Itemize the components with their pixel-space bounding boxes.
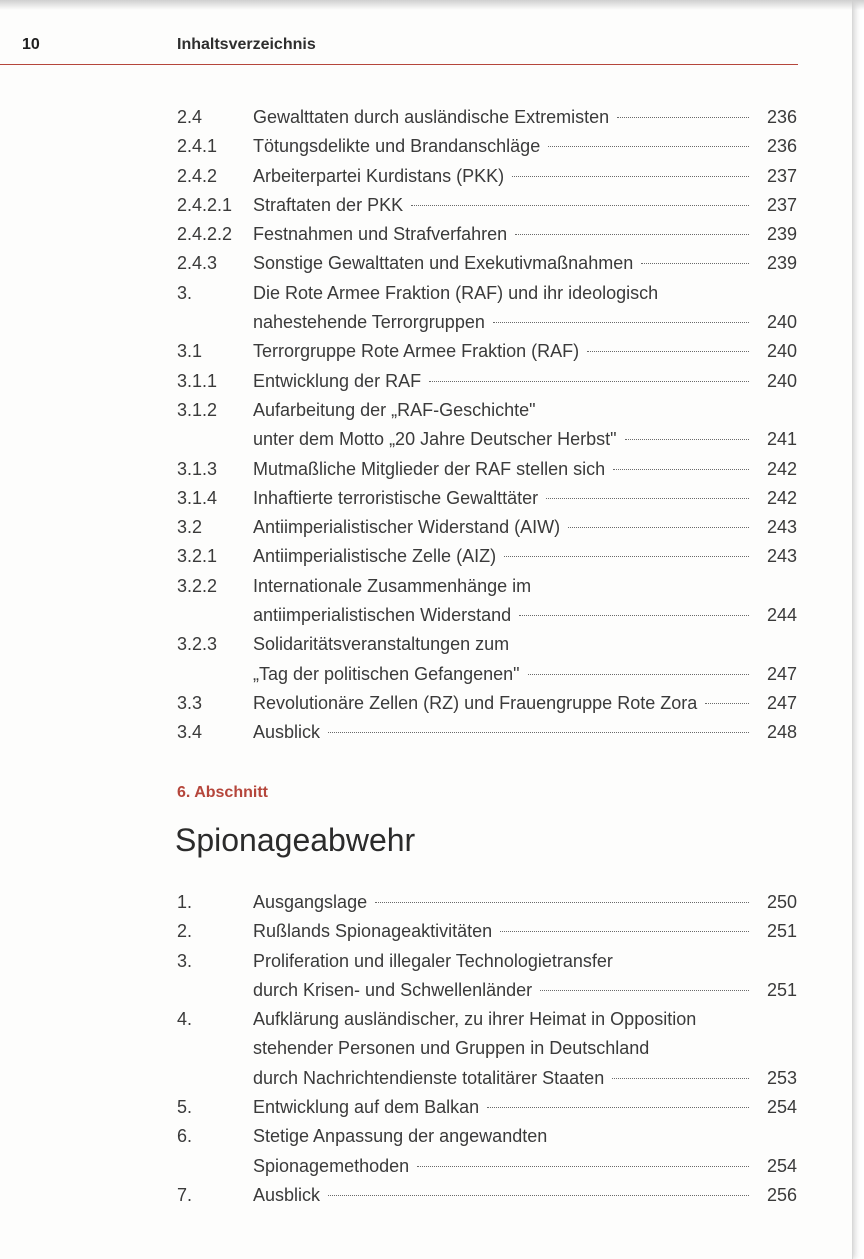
- toc-entry-page: 240: [766, 341, 797, 362]
- toc-entry: [177, 1122, 797, 1181]
- toc-entry-title-line: Ausblick: [253, 722, 321, 743]
- page-number: 10: [22, 36, 40, 53]
- dot-leader: [515, 234, 749, 235]
- toc-entry-body: [253, 191, 797, 220]
- toc-entry-page: 241: [766, 429, 797, 450]
- dot-leader: [612, 1078, 749, 1079]
- toc-entry-number: 3.1.3: [177, 458, 218, 479]
- toc-entry-last-line: [253, 308, 797, 337]
- toc-entry-page: 254: [766, 1155, 797, 1176]
- toc-entry: [177, 484, 797, 513]
- toc-entry-body: [253, 1122, 797, 1181]
- dot-leader: [504, 556, 749, 557]
- toc-entry-title-line: stehender Personen und Gruppen in Deutschland: [253, 1038, 650, 1059]
- toc-entry-number: 3.4: [177, 722, 203, 743]
- toc-entry-last-line: [253, 220, 797, 249]
- toc-entry-title-line: nahestehende Terrorgruppen: [253, 312, 485, 333]
- toc-entry-body: [253, 947, 797, 1006]
- dot-leader: [625, 439, 749, 440]
- toc-entry-title-line: Terrorgruppe Rote Armee Fraktion (RAF): [253, 341, 580, 362]
- toc-entry: [177, 1005, 797, 1093]
- toc-entry-last-line: [253, 976, 797, 1005]
- toc-entry-last-line: [253, 484, 797, 513]
- dot-leader: [328, 1195, 749, 1196]
- dot-leader: [587, 351, 749, 352]
- toc-entry-last-line: [253, 601, 797, 630]
- dot-leader: [617, 117, 749, 118]
- toc-entry: [177, 103, 797, 132]
- toc-entry-body: [253, 103, 797, 132]
- toc-entry: [177, 718, 797, 747]
- toc-entry: [177, 888, 797, 917]
- toc-entry-title-line: Proliferation und illegaler Technologietransfer: [253, 950, 613, 971]
- toc-entry-page: 239: [766, 253, 797, 274]
- toc-entry-number: 7.: [177, 1184, 193, 1205]
- toc-entry-number: 3.: [177, 282, 193, 303]
- toc-entry-last-line: [253, 132, 797, 161]
- toc-entry-body: [253, 1005, 797, 1093]
- toc-list-part2: [177, 888, 797, 1210]
- dot-leader: [493, 322, 749, 323]
- toc-entry-title-line: Stetige Anpassung der angewandten: [253, 1126, 548, 1147]
- toc-entry-title-line: Spionagemethoden: [253, 1155, 410, 1176]
- toc-entry-page: 239: [766, 224, 797, 245]
- toc-entry-last-line: [253, 425, 797, 454]
- toc-entry-body: [253, 337, 797, 366]
- toc-entry-page: 253: [766, 1067, 797, 1088]
- toc-entry-last-line: [253, 162, 797, 191]
- toc-entry-title-line: Festnahmen und Strafverfahren: [253, 224, 508, 245]
- toc-entry-number: 3.2.1: [177, 546, 218, 567]
- toc-entry: [177, 947, 797, 1006]
- toc-entry-title-line: Antiimperialistische Zelle (AIZ): [253, 546, 497, 567]
- toc-entry-last-line: [253, 888, 797, 917]
- toc-entry-page: 247: [766, 663, 797, 684]
- toc-entry-last-line: [253, 513, 797, 542]
- toc-entry-number: 3.3: [177, 692, 203, 713]
- toc-entry-body: [253, 689, 797, 718]
- dot-leader: [613, 469, 749, 470]
- dot-leader: [519, 615, 749, 616]
- toc-entry-title-line: Internationale Zusammenhänge im: [253, 575, 532, 596]
- toc-entry-number: 3.2.3: [177, 634, 218, 655]
- toc-entry-number: 3.2.2: [177, 575, 218, 596]
- toc-entry-title-line: Sonstige Gewalttaten und Exekutivmaßnahmen: [253, 253, 634, 274]
- toc-entry-last-line: [253, 191, 797, 220]
- toc-entry-number: 4.: [177, 1009, 193, 1030]
- toc-entry-body: [253, 572, 797, 631]
- section-title: Spionageabwehr: [175, 822, 416, 858]
- toc-entry-page: 236: [766, 107, 797, 127]
- toc-entry: [177, 367, 797, 396]
- toc-entry: [177, 917, 797, 946]
- toc-entry-page: 237: [766, 165, 797, 186]
- toc-entry: [177, 396, 797, 455]
- toc-entry-page: 240: [766, 312, 797, 333]
- toc-entry: [177, 220, 797, 249]
- toc-entry-last-line: [253, 660, 797, 689]
- toc-entry: [177, 455, 797, 484]
- toc-entry-page: 247: [766, 692, 797, 713]
- toc-entry-title-line: Aufklärung ausländischer, zu ihrer Heimat in Opposition: [253, 1009, 697, 1030]
- toc-entry-body: [253, 484, 797, 513]
- toc-entry-number: 3.1: [177, 341, 203, 362]
- toc-entry-title-line: Entwicklung der RAF: [253, 370, 422, 391]
- toc-entry-number: 3.1.1: [177, 370, 218, 391]
- dot-leader: [548, 146, 749, 147]
- toc-entry-page: 244: [766, 605, 797, 626]
- toc-entry-last-line: [253, 689, 797, 718]
- toc-entry-body: [253, 917, 797, 946]
- dot-leader: [328, 732, 749, 733]
- toc-entry-title-line: durch Nachrichtendienste totalitärer Staaten: [253, 1067, 605, 1088]
- toc-entry: [177, 191, 797, 220]
- toc-entry-page: 240: [766, 370, 797, 391]
- toc-entry-page: 242: [766, 487, 797, 508]
- toc-entry: [177, 249, 797, 278]
- toc-entry: [177, 162, 797, 191]
- toc-entry-body: [253, 279, 797, 338]
- toc-entry: [177, 630, 797, 689]
- toc-entry-number: 5.: [177, 1097, 193, 1118]
- toc-entry: [177, 1093, 797, 1122]
- scan-shadow: [0, 0, 864, 10]
- toc-entry-body: [253, 718, 797, 747]
- toc-entry-title-line: Gewalttaten durch ausländische Extremisten: [253, 107, 610, 127]
- toc-entry: [177, 542, 797, 571]
- dot-leader: [705, 703, 749, 704]
- toc-entry-number: 1.: [177, 892, 193, 912]
- dot-leader: [375, 902, 749, 903]
- toc-entry: [177, 279, 797, 338]
- toc-entry-title-line: antiimperialistischen Widerstand: [253, 605, 512, 626]
- toc-entry-number: 3.: [177, 950, 193, 971]
- toc-entry-body: [253, 367, 797, 396]
- toc-entry-title-line: Die Rote Armee Fraktion (RAF) und ihr ideologisch: [253, 282, 659, 303]
- toc-entry-title-line: Rußlands Spionageaktivitäten: [253, 921, 493, 942]
- toc-entry-last-line: [253, 1093, 797, 1122]
- toc-entry: [177, 513, 797, 542]
- toc-entry-last-line: [253, 1152, 797, 1181]
- dot-leader: [487, 1107, 749, 1108]
- toc-entry-last-line: [253, 367, 797, 396]
- toc-entry: [177, 132, 797, 161]
- toc-entry-number: 2.4: [177, 107, 203, 127]
- toc-entry-number: 3.1.2: [177, 399, 218, 420]
- dot-leader: [641, 263, 749, 264]
- toc-entry-body: [253, 542, 797, 571]
- toc-entry-title-line: Ausblick: [253, 1184, 321, 1205]
- dot-leader: [546, 498, 749, 499]
- toc-entry-number: 3.1.4: [177, 487, 218, 508]
- toc-entry-title-line: durch Krisen- und Schwellenländer: [253, 979, 533, 1000]
- dot-leader: [568, 527, 749, 528]
- toc-entry-page: 251: [766, 921, 797, 942]
- toc-entry-number: 2.4.1: [177, 136, 218, 157]
- toc-entry-title-line: Antiimperialistischer Widerstand (AIW): [253, 517, 561, 538]
- dot-leader: [512, 176, 749, 177]
- toc-entry-number: 2.4.2.2: [177, 224, 233, 245]
- toc-entry-body: [253, 396, 797, 455]
- toc-entry-body: [253, 1093, 797, 1122]
- toc-entry-title-line: Entwicklung auf dem Balkan: [253, 1097, 480, 1118]
- toc-entry-number: 6.: [177, 1126, 193, 1147]
- toc-entry-last-line: [253, 455, 797, 484]
- toc-list-part1: [177, 103, 797, 748]
- toc-entry: [177, 337, 797, 366]
- toc-entry-last-line: [253, 542, 797, 571]
- toc-entry-title-line: Mutmaßliche Mitglieder der RAF stellen sich: [253, 458, 606, 479]
- toc-entry-body: [253, 132, 797, 161]
- toc-entry-title-line: Solidaritätsveranstaltungen zum: [253, 634, 510, 655]
- toc-entry: [177, 689, 797, 718]
- toc-entry-body: [253, 630, 797, 689]
- toc-entry-page: 243: [766, 517, 797, 538]
- toc-entry-title-line: Ausgangslage: [253, 892, 368, 912]
- toc-entry-body: [253, 249, 797, 278]
- page-header: [0, 34, 798, 65]
- toc-entry-page: 243: [766, 546, 797, 567]
- section-label: 6. Abschnitt: [177, 784, 268, 801]
- dot-leader: [411, 205, 749, 206]
- toc-entry-number: 2.4.2.1: [177, 194, 233, 215]
- toc-entry-title-line: Revolutionäre Zellen (RZ) und Frauengruppe Rote Zora: [253, 692, 698, 713]
- toc-entry-body: [253, 162, 797, 191]
- dot-leader: [528, 674, 749, 675]
- toc-entry-title-line: unter dem Motto „20 Jahre Deutscher Herbst": [253, 429, 617, 450]
- toc-entry-last-line: [253, 337, 797, 366]
- dot-leader: [540, 990, 749, 991]
- toc-entry-body: [253, 220, 797, 249]
- toc-entry-title-line: Tötungsdelikte und Brandanschläge: [253, 136, 541, 157]
- toc-entry-body: [253, 513, 797, 542]
- toc-entry-title-line: Arbeiterpartei Kurdistans (PKK): [253, 165, 505, 186]
- toc-entry-title-line: Inhaftierte terroristische Gewalttäter: [253, 487, 539, 508]
- toc-entry-body: [253, 1181, 797, 1210]
- running-title: Inhaltsverzeichnis: [177, 36, 316, 53]
- toc-entry-title-line: Aufarbeitung der „RAF-Geschichte": [253, 399, 536, 420]
- toc-entry-page: 251: [766, 979, 797, 1000]
- toc-entry-page: 256: [766, 1184, 797, 1205]
- toc-entry: [177, 1181, 797, 1210]
- dot-leader: [429, 381, 749, 382]
- toc-entry-page: 248: [766, 722, 797, 743]
- toc-entry-last-line: [253, 917, 797, 946]
- toc-entry-body: [253, 455, 797, 484]
- toc-entry-page: 242: [766, 458, 797, 479]
- toc-entry-title-line: Straftaten der PKK: [253, 194, 404, 215]
- toc-entry-last-line: [253, 1064, 797, 1093]
- toc-entry-last-line: [253, 249, 797, 278]
- toc-entry-number: 3.2: [177, 517, 203, 538]
- toc-entry-number: 2.4.3: [177, 253, 218, 274]
- toc-entry-last-line: [253, 103, 797, 132]
- toc-entry: [177, 572, 797, 631]
- dot-leader: [500, 931, 749, 932]
- toc-entry-last-line: [253, 1181, 797, 1210]
- toc-entry-page: 237: [766, 194, 797, 215]
- dot-leader: [417, 1166, 749, 1167]
- toc-entry-last-line: [253, 718, 797, 747]
- toc-entry-number: 2.: [177, 921, 193, 942]
- toc-entry-page: 250: [766, 892, 797, 912]
- toc-entry-page: 236: [766, 136, 797, 157]
- toc-entry-number: 2.4.2: [177, 165, 218, 186]
- toc-entry-title-line: „Tag der politischen Gefangenen": [253, 663, 520, 684]
- toc-entry-body: [253, 888, 797, 917]
- toc-entry-page: 254: [766, 1097, 797, 1118]
